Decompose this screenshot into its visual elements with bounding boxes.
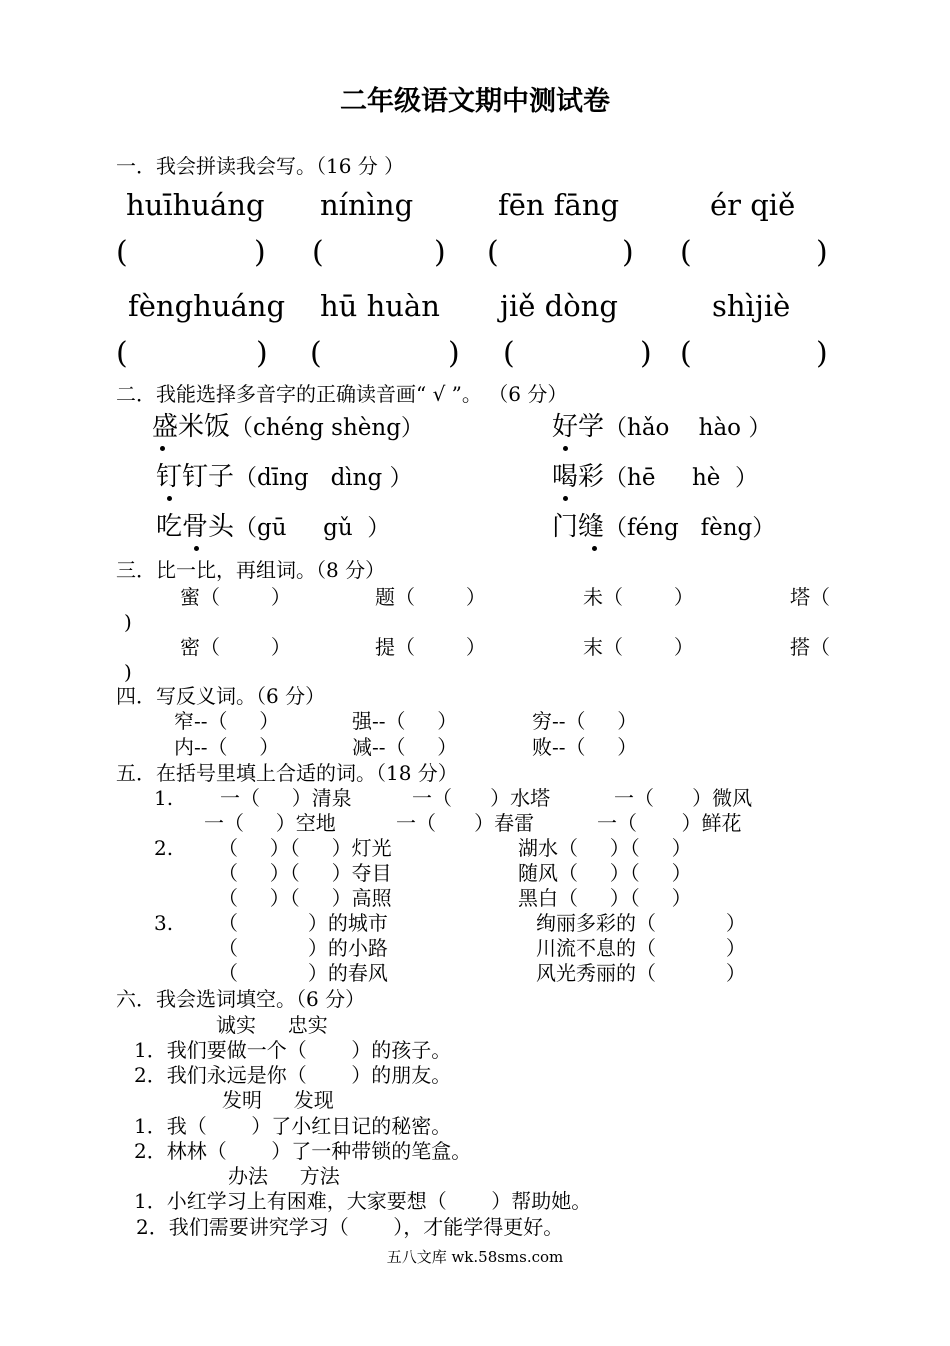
compare-item: 未（ ） — [583, 585, 694, 609]
section-1-heading: 一．我会拼读我会写。（16 分 ） — [116, 154, 405, 178]
antonym-item: 败--（ ） — [532, 735, 638, 759]
compare-item: 蜜（ ） — [180, 585, 291, 609]
sentence-item: 1．小红学习上有困难，大家要想（ ）帮助她。 — [134, 1189, 592, 1213]
wrapped-paren: ) — [124, 660, 132, 684]
pinyin: huīhuáng — [126, 188, 265, 222]
pinyin: fēn fāng — [498, 188, 620, 222]
compare-item: 末（ ） — [583, 635, 694, 659]
paren-right: ) — [640, 336, 652, 371]
polyphone-word: 好学 — [552, 412, 605, 442]
polyphone-item — [552, 464, 758, 490]
paren-right: ) — [448, 336, 460, 371]
pinyin-options: （gū gǔ ） — [234, 515, 391, 541]
fill-item: 一（ ）鲜花 — [597, 811, 742, 835]
emphasis-dot — [194, 546, 199, 551]
fill-item: 一（ ）清泉 — [220, 786, 352, 810]
question-number: 3. — [154, 911, 174, 935]
sentence-item: 2．我们需要讲究学习（ ），才能学得更好。 — [136, 1215, 564, 1239]
fill-item: （ ）（ ）高照 — [218, 886, 392, 910]
emphasis-dot — [592, 546, 597, 551]
polyphone-item — [152, 414, 424, 440]
antonym-item: 内--（ ） — [174, 735, 280, 759]
paren-left: ( — [680, 235, 692, 270]
pinyin-options: （hē hè ） — [604, 465, 759, 491]
polyphone-item — [156, 464, 413, 490]
paren-left: ( — [503, 336, 515, 371]
section-2-heading: 二．我能选择多音字的正确读音画“ √ ”。 （6 分） — [116, 382, 568, 406]
polyphone-item — [156, 514, 390, 540]
section-3-heading: 三．比一比，再组词。（8 分） — [116, 558, 386, 582]
paren-left: ( — [310, 336, 322, 371]
polyphone-word: 门缝 — [552, 512, 605, 542]
pinyin-options: （dīng dìng ） — [234, 465, 413, 491]
paren-right: ) — [622, 235, 634, 270]
question-number: 2. — [154, 836, 174, 860]
polyphone-word: 吃骨头 — [156, 512, 235, 542]
antonym-item: 穷--（ ） — [532, 709, 638, 733]
sentence-item: 1．我（ ）了小红日记的秘密。 — [134, 1114, 452, 1138]
pinyin: nínìng — [320, 188, 414, 222]
pinyin: ér qiě — [710, 188, 796, 222]
word-choices: 发明 发现 — [222, 1088, 334, 1112]
emphasis-dot — [167, 496, 172, 501]
pinyin: fènghuáng — [128, 289, 286, 323]
polyphone-word: 喝彩 — [552, 462, 605, 492]
page-title: 二年级语文期中测试卷 — [340, 86, 610, 117]
sentence-item: 1．我们要做一个（ ）的孩子。 — [134, 1038, 452, 1062]
question-number: 1. — [154, 786, 174, 810]
compare-item: 题（ ） — [375, 585, 486, 609]
fill-item: 一（ ）水塔 — [412, 786, 551, 810]
fill-item: 一（ ）微风 — [614, 786, 753, 810]
word-choices: 诚实 忠实 — [216, 1013, 328, 1037]
paren-left: ( — [116, 235, 128, 270]
fill-item: 风光秀丽的（ ） — [536, 961, 746, 985]
fill-item: 一（ ）春雷 — [396, 811, 535, 835]
paren-left: ( — [680, 336, 692, 371]
sentence-item: 2．林林（ ）了一种带锁的笔盒。 — [134, 1139, 472, 1163]
compare-item: 提（ ） — [375, 635, 486, 659]
paren-left: ( — [312, 235, 324, 270]
pinyin: jiě dòng — [500, 289, 618, 323]
fill-item: （ ）的春风 — [218, 961, 388, 985]
polyphone-item — [552, 414, 771, 440]
polyphone-word: 盛米饭 — [152, 412, 231, 442]
paren-left: ( — [487, 235, 499, 270]
paren-right: ) — [816, 336, 828, 371]
emphasis-dot — [563, 496, 568, 501]
compare-item: 密（ ） — [180, 635, 291, 659]
pinyin-options: （féng fèng） — [604, 515, 776, 541]
paren-left: ( — [116, 336, 128, 371]
fill-item: 湖水（ ）（ ） — [518, 836, 692, 860]
fill-item: （ ）（ ）夺目 — [218, 861, 392, 885]
antonym-item: 减--（ ） — [352, 735, 458, 759]
section-4-heading: 四．写反义词。（6 分） — [116, 684, 326, 708]
paren-right: ) — [256, 336, 268, 371]
compare-item: 搭（ — [790, 635, 830, 659]
polyphone-word: 钉钉子 — [156, 462, 235, 492]
compare-item: 塔（ — [790, 585, 830, 609]
wrapped-paren: ) — [124, 610, 132, 634]
pinyin-options: （hǎo hào ） — [604, 415, 772, 441]
pinyin-options: （chéng shèng） — [230, 415, 424, 441]
fill-item: 绚丽多彩的（ ） — [536, 911, 746, 935]
paren-right: ) — [254, 235, 266, 270]
emphasis-dot — [563, 446, 568, 451]
fill-item: （ ）（ ）灯光 — [218, 836, 392, 860]
fill-item: （ ）的城市 — [218, 911, 388, 935]
pinyin: hū huàn — [320, 289, 440, 323]
fill-item: 随风（ ）（ ） — [518, 861, 692, 885]
sentence-item: 2．我们永远是你（ ）的朋友。 — [134, 1063, 452, 1087]
pinyin: shìjiè — [712, 289, 791, 323]
section-6-heading: 六．我会选词填空。（6 分） — [116, 987, 366, 1011]
polyphone-item — [552, 514, 775, 540]
emphasis-dot — [160, 446, 165, 451]
paren-right: ) — [434, 235, 446, 270]
word-choices: 办法 方法 — [228, 1164, 340, 1188]
fill-item: 一（ ）空地 — [204, 811, 336, 835]
fill-item: 川流不息的（ ） — [536, 936, 746, 960]
antonym-item: 窄--（ ） — [174, 709, 280, 733]
fill-item: 黑白（ ）（ ） — [518, 886, 692, 910]
paren-right: ) — [816, 235, 828, 270]
antonym-item: 强--（ ） — [352, 709, 458, 733]
section-5-heading: 五．在括号里填上合适的词。（18 分） — [116, 761, 458, 785]
footer-source: 五八文库 wk.58sms.com — [386, 1248, 564, 1266]
fill-item: （ ）的小路 — [218, 936, 388, 960]
